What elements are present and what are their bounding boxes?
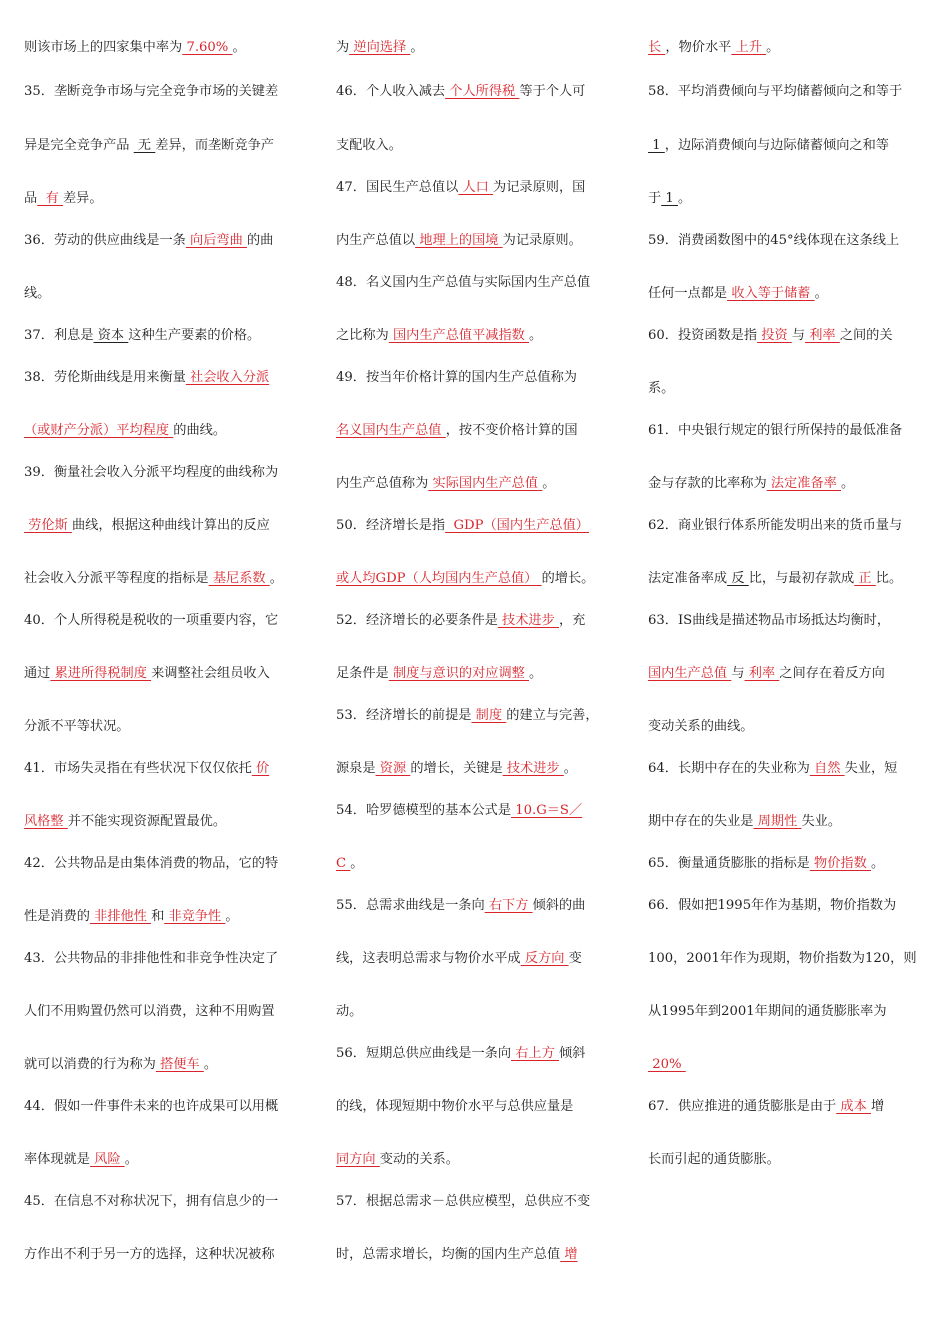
question-text: 社会收入分派平等程度的指标是 [24,571,209,586]
text-line [648,664,885,684]
question-text: 。 [870,856,885,871]
answer-blank: 社会收入分派 [185,370,270,385]
text-line [24,1245,275,1265]
answer-blank: 劳伦斯 [24,518,72,533]
answer-blank: 搭便车 [155,1057,204,1072]
answer-blank: 国内生产总值平减指数 [388,328,530,343]
answer-blank: 收入等于储蓄 [727,286,815,301]
question-text: 人们不用购置仍然可以消费，这种不用购置 [24,1004,275,1019]
question-text: 分派不平等状况。 [24,719,130,734]
question-text: 。 [529,666,543,681]
answer-blank: 人口 [458,180,494,195]
question-text: 从1995年到2001年期间的通货膨胀率为 [648,1004,891,1019]
question-text: 为记录原则。 [502,233,582,248]
question-text: 56．短期总供应曲线是一条向 [336,1046,512,1061]
text-line [336,854,363,874]
question-text: 之比称为 [336,328,389,343]
answer-blank: 20% [648,1057,686,1072]
question-text: 64．长期中存在的失业称为 [648,761,810,776]
question-text: 通过 [24,666,51,681]
question-text: 差异。 [62,191,103,206]
question-text: 58．平均消费倾向与平均储蓄倾向之和等于 [648,84,903,99]
answer-blank: 右上方 [511,1046,559,1061]
answer-blank: 利率 [744,666,780,681]
text-line [336,569,594,589]
text-line [24,949,278,969]
text-line [648,379,674,399]
text-line [648,231,899,251]
text-line [336,664,542,684]
text-line [336,421,578,441]
answer-blank: 非排他性 [89,909,152,924]
text-line [24,759,269,779]
text-line [24,189,103,209]
question-text: 61．中央银行规定的银行所保持的最低准备 [648,423,903,438]
text-line [648,284,828,304]
question-text: 变 [568,951,582,966]
question-text: 37．利息是 [24,328,94,343]
answer-blank: 1 [661,191,678,206]
question-text: 率体现就是 [24,1152,90,1167]
question-text: 。 [677,191,692,206]
question-text: ，充 [558,613,586,628]
answer-blank: 无 [133,138,156,153]
question-text: 。 [269,571,283,586]
question-text: 65．衡量通货膨胀的指标是 [648,856,810,871]
answer-blank: 自然 [809,761,845,776]
text-line [24,284,50,304]
text-line [648,854,884,874]
question-text: 的曲 [246,233,274,248]
text-line [336,1150,459,1170]
text-line [24,463,278,483]
question-text: 53．经济增长的前提是 [336,708,472,723]
answer-blank: 正 [854,571,876,586]
answer-blank: 反 [727,571,749,586]
question-text: 法定准备率成 [648,571,728,586]
text-line [648,189,691,209]
question-text: 66．假如把1995年作为基期，物价指数为 [648,898,897,913]
question-text: 的建立与完善， [506,708,599,723]
text-line [648,717,754,737]
answer-blank: 物价指数 [809,856,871,871]
text-line [24,421,226,441]
question-text: 。 [350,856,364,871]
text-line [24,82,278,102]
answer-blank: 1 [648,138,665,153]
question-text: 失业。 [801,814,842,829]
question-text: 变动的关系。 [379,1152,459,1167]
text-line [336,178,585,198]
answer-blank: 技术进步 [497,613,559,628]
text-line [336,1044,585,1064]
text-line [648,1097,884,1117]
question-text: 的线，体现短期中物价水平与总供应量是 [336,1099,578,1114]
answer-blank: 法定准备率 [766,476,842,491]
question-text: 失业，短 [844,761,898,776]
question-text: ，物价水平 [665,40,732,55]
answer-blank: 地理上的国境 [415,233,503,248]
question-text: 。 [232,40,246,55]
text-line [336,326,542,346]
question-text: 的增长，关键是 [410,761,503,776]
answer-blank: 右下方 [484,898,533,913]
text-line [336,474,555,494]
question-text: 62．商业银行体系所能发明出来的货币量与 [648,518,903,533]
text-line [648,38,779,58]
question-text: 45．在信息不对称状况下，拥有信息少的一 [24,1194,279,1209]
text-line [24,1055,217,1075]
question-text: 足条件是 [336,666,389,681]
text-line [336,82,585,102]
question-text: 线。 [24,286,51,301]
question-text: 36．劳动的供应曲线是一条 [24,233,186,248]
question-text: 。 [542,476,556,491]
answer-blank: 资本 [93,328,129,343]
text-line [24,1150,138,1170]
question-text: 源泉是 [336,761,376,776]
question-text: 48．名义国内生产总值与实际国内生产总值 [336,275,591,290]
question-text: 44．假如一件事件未来的也许成果可以用概 [24,1099,279,1114]
question-text: 与 [731,666,745,681]
text-line [336,949,582,969]
answer-blank: 资源 [375,761,411,776]
question-text: 内生产总值称为 [336,476,429,491]
question-text: 任何一点都是 [648,286,728,301]
question-text: 来调整社会组员收入 [151,666,270,681]
question-text: 54．哈罗德模型的基本公式是 [336,803,512,818]
answer-blank: 周期性 [753,814,802,829]
question-text: 的增长。 [541,571,595,586]
answer-blank: 增 [560,1247,578,1262]
text-line [648,326,893,346]
text-line [336,516,589,536]
text-line [336,801,582,821]
question-text: 之间存在着反方向 [779,666,885,681]
question-text: 并不能实现资源配置最优。 [67,814,227,829]
question-text: 46．个人收入减去 [336,84,446,99]
question-text: 倾斜 [558,1046,586,1061]
question-text: 38．劳伦斯曲线是用来衡量 [24,370,186,385]
question-text: 比，与最初存款成 [748,571,855,586]
answer-blank: 逆向选择 [349,40,411,55]
text-line [24,368,269,388]
question-text: 。 [766,40,780,55]
question-text: 异是完全竞争产品 [24,138,134,153]
question-text: 系。 [648,381,675,396]
question-text: 41．市场失灵指在有些状况下仅仅依托 [24,761,252,776]
text-line [336,1002,362,1022]
question-text: 为 [336,40,350,55]
question-text: 增 [870,1099,885,1114]
question-text: 49．按当年价格计算的国内生产总值称为 [336,370,582,385]
answer-blank: （或财产分派）平均程度 [24,423,174,438]
answer-blank: 或人均GDP（人均国内生产总值） [336,571,542,586]
question-text: 支配收入。 [336,138,402,153]
text-line [648,474,854,494]
text-line [336,273,590,293]
question-text: 63．IS曲线是描述物品市场抵达均衡时， [648,613,895,628]
question-text: ，按不变价格计算的国 [445,423,578,438]
text-line [24,611,278,631]
question-text: 57．根据总需求－总供应模型，总供应不变 [336,1194,591,1209]
text-line [336,136,402,156]
question-text: 59．消费函数图中的45°线体现在这条线上 [648,233,900,248]
question-text: 。 [203,1057,218,1072]
question-text: 时，总需求增长，均衡的国内生产总值 [336,1247,561,1262]
text-line [336,1097,578,1117]
text-line [24,136,274,156]
answer-blank: C [336,856,351,871]
answer-blank: 个人所得税 [445,84,520,99]
question-text: 。 [124,1152,138,1167]
question-text: 。 [814,286,828,301]
answer-blank: 风格整 [24,814,68,829]
answer-blank: 累进所得税制度 [50,666,152,681]
text-line [648,1055,686,1075]
text-line [648,569,902,589]
text-line [336,1192,590,1212]
question-text: 39．衡量社会收入分派平均程度的曲线称为 [24,465,279,480]
answer-blank: 7.60% [182,40,233,55]
text-line [648,759,897,779]
question-text: 和 [151,909,165,924]
question-text: 内生产总值以 [336,233,416,248]
question-text: 35．垄断竞争市场与完全竞争市场的关键差 [24,84,279,99]
question-text: 42．公共物品是由集体消费的物品，它的特 [24,856,279,871]
text-line [24,569,283,589]
question-text: 就可以消费的行为称为 [24,1057,156,1072]
text-line [648,82,902,102]
answer-blank: 利率 [805,328,840,343]
question-text: 性是消费的 [24,909,90,924]
answer-blank: 风险 [89,1152,125,1167]
text-line [648,136,889,156]
text-line [648,1002,891,1022]
text-line [24,38,246,58]
text-line [648,421,902,441]
question-text: 40．个人所得税是税收的一项重要内容，它 [24,613,279,628]
answer-blank: 非竞争性 [164,909,226,924]
question-text: 与 [791,328,806,343]
question-text: 期中存在的失业是 [648,814,754,829]
question-text: 金与存款的比率称为 [648,476,767,491]
question-text: 等于个人可 [519,84,586,99]
answer-blank: 价 [251,761,270,776]
question-text: 。 [563,761,577,776]
answer-blank: 投资 [757,328,792,343]
question-text: 55．总需求曲线是一条向 [336,898,485,913]
question-text: 。 [410,40,424,55]
answer-blank: 制度与意识的对应调整 [388,666,530,681]
answer-blank: 向后弯曲 [185,233,247,248]
text-line [24,854,278,874]
question-text: 43．公共物品的非排他性和非竞争性决定了 [24,951,279,966]
text-line [648,896,896,916]
text-line [336,38,424,58]
text-line [336,368,581,388]
text-line [24,326,260,346]
answer-blank: 国内生产总值 [648,666,732,681]
text-line [648,611,894,631]
question-text: 长而引起的通货膨胀。 [648,1152,780,1167]
answer-blank: 有 [37,191,63,206]
answer-blank: 制度 [471,708,507,723]
text-line [24,907,239,927]
question-text: 60．投资函数是指 [648,328,758,343]
question-text: 则该市场上的四家集中率为 [24,40,183,55]
answer-blank: 技术进步 [502,761,564,776]
answer-blank: GDP（国内生产总值） [445,518,589,533]
question-text: 。 [225,909,239,924]
text-line [24,1097,278,1117]
question-text: ，边际消费倾向与边际储蓄倾向之和等 [664,138,889,153]
question-text: 线，这表明总需求与物价水平成 [336,951,521,966]
answer-blank: 上升 [731,40,767,55]
text-line [24,664,270,684]
text-line [648,949,917,969]
question-text: 变动关系的曲线。 [648,719,754,734]
text-line [336,611,585,631]
question-text: 品 [24,191,38,206]
question-text: 比。 [875,571,903,586]
question-text: 100，2001年作为现期，物价指数为120，则 [648,951,917,966]
answer-blank: 长 [648,40,666,55]
text-line [24,1002,275,1022]
text-line [336,1245,578,1265]
text-line [24,1192,278,1212]
text-line [648,516,902,536]
answer-blank: 同方向 [336,1152,380,1167]
question-text: 67．供应推进的通货膨胀是由于 [648,1099,837,1114]
text-line [24,812,226,832]
question-text: 方作出不利于另一方的选择，这种状况被称 [24,1247,275,1262]
text-line [336,759,577,779]
question-text: 47．国民生产总值以 [336,180,459,195]
question-text: 。 [841,476,855,491]
answer-blank: 实际国内生产总值 [428,476,543,491]
text-line [24,516,270,536]
text-line [24,231,273,251]
question-text: 之间的关 [839,328,893,343]
text-line [648,1150,780,1170]
text-line [336,706,599,726]
question-text: 为记录原则，国 [493,180,586,195]
question-text: 倾斜的曲 [532,898,586,913]
text-line [336,896,585,916]
question-text: 52．经济增长的必要条件是 [336,613,498,628]
answer-blank: 基尼系数 [208,571,270,586]
question-text: 于 [648,191,662,206]
question-text: 50．经济增长是指 [336,518,446,533]
question-text: 差异，而垄断竞争产 [155,138,274,153]
question-text: 这种生产要素的价格。 [128,328,261,343]
answer-blank: 成本 [836,1099,871,1114]
answer-blank: 反方向 [520,951,569,966]
answer-blank: 名义国内生产总值 [336,423,446,438]
question-text: 曲线，根据这种曲线计算出的反应 [71,518,270,533]
text-line [648,812,841,832]
answer-blank: 10.G＝S／ [511,803,583,818]
question-text: 动。 [336,1004,363,1019]
question-text: 。 [529,328,543,343]
text-line [336,231,582,251]
text-line [24,717,130,737]
question-text: 的曲线。 [173,423,227,438]
